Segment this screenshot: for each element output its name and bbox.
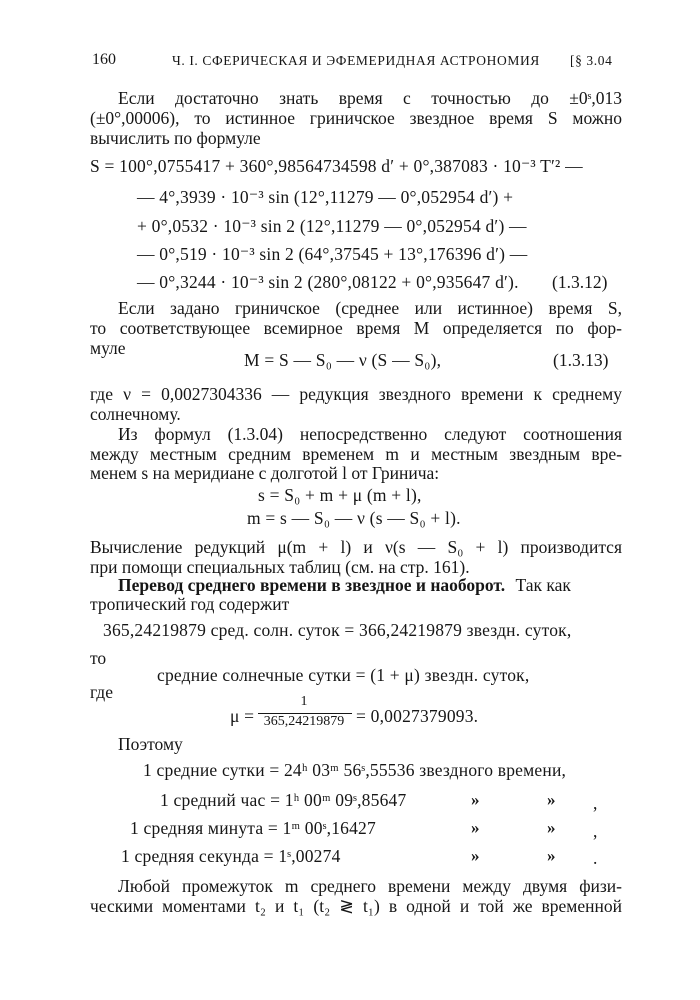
para1-line2: (±0°,00006), то истинное гриничское звездное время S можно: [90, 108, 622, 128]
para2-line2: то соответствующее всемирное время M определяется по фор-: [90, 318, 622, 338]
line-end-comma: ,: [593, 793, 598, 813]
para7-line1: Любой промежуток m среднего времени между двумя физи-: [118, 876, 622, 896]
formula-s-line1: S = 100°,0755417 + 360°,98564734598 d′ + 0°,387083 · 10⁻³ T′² —: [90, 156, 583, 176]
word-to: то: [90, 648, 107, 668]
formula-s-line3: + 0°,0532 · 10⁻³ sin 2 (12°,11279 — 0°,052954 d′) —: [137, 216, 527, 236]
para4-line2: между местным средним временем m и местным звездным вре-: [90, 444, 622, 464]
conversion-second: 1 средняя секунда = 1ˢ,00274: [121, 846, 341, 866]
equation-number-1-3-13: (1.3.13): [553, 350, 609, 370]
para7-line2: ческими моментами t₂ и t₁ (t₂ ≷ t₁) в одной и той же временной: [90, 896, 622, 916]
conversion-day: 1 средние сутки = 24ʰ 03ᵐ 56ˢ,55536 звездного времени,: [143, 760, 567, 780]
para6-line1-rest: Так как: [515, 575, 571, 595]
conversion-minute: 1 средняя минута = 1ᵐ 00ˢ,16427: [130, 818, 376, 838]
word-therefore: Поэтому: [118, 734, 183, 754]
para4-line1: Из формул (1.3.04) непосредственно следуют соотношения: [118, 424, 622, 444]
ditto-mark: »: [547, 790, 556, 809]
page-number: 160: [92, 51, 116, 68]
line-end-comma: ,: [593, 821, 598, 841]
ditto-mark: »: [547, 846, 556, 865]
ditto-mark: »: [471, 818, 480, 837]
days-equation: средние солнечные сутки = (1 + μ) звездн. суток,: [157, 665, 530, 685]
para2-line1: Если задано гриничское (среднее или истинное) время S,: [118, 298, 622, 318]
ditto-mark: »: [471, 790, 480, 809]
equation-number-1-3-12: (1.3.12): [552, 272, 608, 292]
para3-line1: где ν = 0,0027304336 — редукция звездного времени к среднему: [90, 384, 622, 404]
line-end-period: .: [593, 848, 598, 868]
section-heading-mean-to-sidereal: Перевод среднего времени в звездное и наоборот.: [118, 575, 506, 595]
para3-line2: солнечному.: [90, 404, 181, 424]
para6-line1: [118, 575, 571, 595]
formula-m: M = S — S₀ — ν (S — S₀),: [244, 350, 442, 370]
conversion-hour: 1 средний час = 1ʰ 00ᵐ 09ˢ,85647: [160, 790, 407, 810]
para2-line3: муле: [90, 338, 126, 358]
mu-denominator: 365,24219879: [263, 714, 345, 729]
para1-line1: Если достаточно знать время с точностью до ±0ˢ,013: [118, 88, 622, 108]
formula-local-m: m = s — S₀ — ν (s — S₀ + l).: [247, 508, 461, 528]
formula-s-line2: — 4°,3939 · 10⁻³ sin (12°,11279 — 0°,052954 d′) +: [137, 187, 514, 207]
para4-line3: менем s на меридиане с долготой l от Гринича:: [90, 463, 440, 483]
para5-line1: Вычисление редукций μ(m + l) и ν(s — S₀ + l) производится: [90, 537, 622, 557]
para5-line2: при помощи специальных таблиц (см. на стр. 161).: [90, 557, 470, 577]
ditto-mark: »: [471, 846, 480, 865]
ditto-mark: »: [547, 818, 556, 837]
formula-s-line5: — 0°,3244 · 10⁻³ sin 2 (280°,08122 + 0°,935647 d′).: [137, 272, 519, 292]
year-equation: 365,24219879 сред. солн. суток = 366,24219879 звездн. суток,: [103, 620, 572, 640]
formula-local-s: s = S₀ + m + μ (m + l),: [258, 485, 422, 505]
section-number: [§ 3.04: [570, 53, 613, 68]
running-title: Ч. I. СФЕРИЧЕСКАЯ И ЭФЕМЕРИДНАЯ АСТРОНОМИЯ: [172, 53, 540, 68]
mu-lhs: μ =: [230, 706, 255, 726]
word-where: где: [90, 682, 113, 702]
mu-rhs: = 0,0027379093.: [356, 706, 479, 726]
para6-line2: тропический год содержит: [90, 594, 290, 614]
para1-line3: вычислить по формуле: [90, 128, 261, 148]
formula-s-line4: — 0°,519 · 10⁻³ sin 2 (64°,37545 + 13°,176396 d′) —: [137, 244, 528, 264]
mu-numerator: 1: [300, 694, 308, 709]
